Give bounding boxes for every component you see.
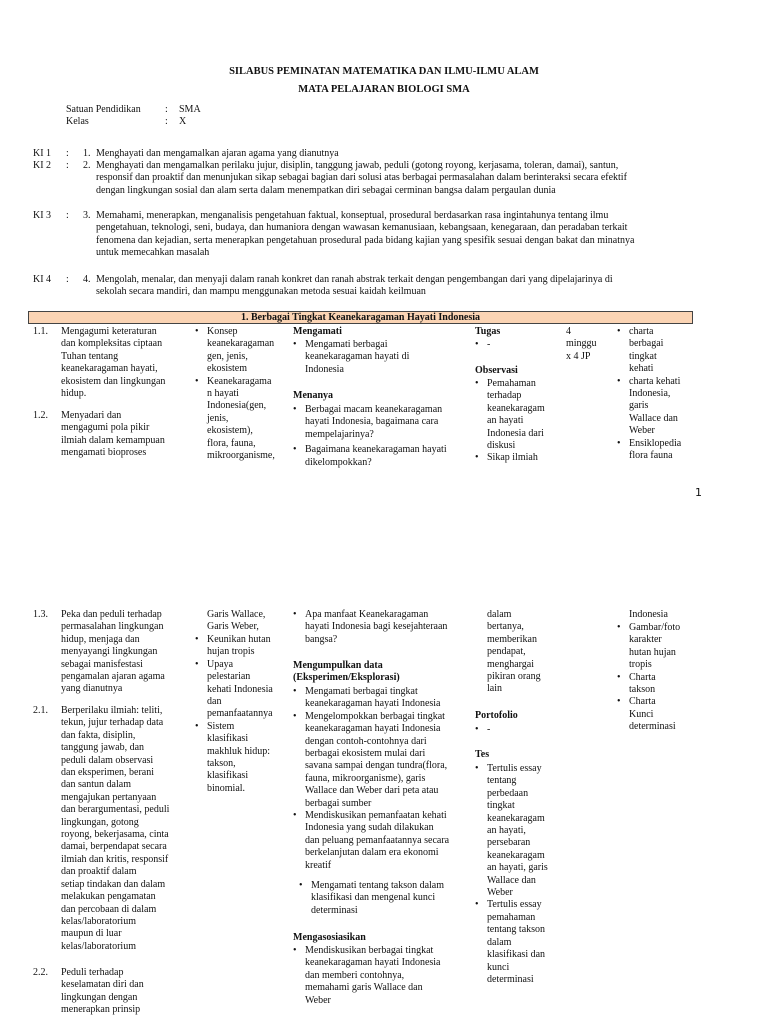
observasi-continued: dalam bertanya, memberikan pendapat, menghargai pikiran orang lain: [487, 609, 541, 695]
observasi-heading: Observasi: [475, 365, 518, 376]
tugas-list: [475, 339, 559, 351]
list-item: • Sistem klasifikasi makhluk hidup: takson, klasifikasi binomial.: [195, 721, 287, 795]
meta-value-satuan: SMA: [179, 104, 201, 115]
page-number: 1: [695, 486, 702, 499]
list-item: • charta berbagai tingkat kehati: [617, 326, 693, 376]
meta-value-kelas: X: [179, 116, 187, 127]
kd-text: Peka dan peduli terhadap permasalahan lingkungan hidup, menjaga dan menyayangi lingkungan sebagai manisfestasi pengamalan ajaran agama yang dianutnya: [61, 609, 165, 695]
kd-text: Berperilaku ilmiah: teliti, tekun, jujur terhadap data dan fakta, disiplin, tanggung jawab, dan peduli dalam observasi dan eksperimen, berani dan santun dalam mengajukan pertanyaan dan berargumentasi, peduli lingkungan, gotong royong, bekerjasama, cinta damai, berpendapat secara ilmiah dan kritis, responsif dan proaktif dalam setiap tindakan dan dalam melakukan pengamatan dan percobaan di dalam kelas/laboratorium maupun di luar kelas/laboratorium: [61, 705, 170, 952]
mengasosiasikan-heading: Mengasosiasikan: [293, 932, 366, 943]
meta-label-satuan: Satuan Pendidikan: [66, 104, 141, 115]
list-item: • Sikap ilmiah: [475, 452, 561, 464]
sumber-list: [617, 326, 693, 462]
kd-number: 2.2.: [33, 967, 48, 978]
mengamati-list: [293, 339, 469, 376]
kd-number: 1.2.: [33, 410, 48, 421]
ki-label: KI 2: [33, 160, 52, 171]
list-item: • Konsep keanekaragaman gen, jenis, ekosistem: [195, 326, 287, 376]
ki-number: 1.: [83, 148, 91, 159]
kd-number: 1.1.: [33, 326, 48, 337]
ki-sep: :: [66, 160, 69, 171]
ki-text: Menghayati dan mengamalkan perilaku jujur, disiplin, tanggung jawab, peduli (gotong royong, kerjasama, toleran, damai), santun, responsif dan proaktif dan menunjukan sikap sebagai bagian dari solusi atas berbagai permasalahan dalam berinteraksi secara efektif dengan lingkungan sosial dan alam serta dalam menempatkan diri sebagai cerminan bangsa dalam pergaulan dunia: [96, 160, 627, 196]
materi-list: [195, 634, 287, 795]
list-item: • Mendiskusikan berbagai tingkat keanekaragaman hayati Indonesia dan memberi contohnya, memahami garis Wallace dan Weber: [293, 945, 471, 1007]
meta-sep: :: [165, 104, 168, 115]
list-item: • Mengamati tentang takson dalam klasifikasi dan mengenal kunci determinasi: [299, 880, 471, 917]
tes-heading: Tes: [475, 749, 490, 760]
portofolio-heading: Portofolio: [475, 710, 518, 721]
ki-number: 2.: [83, 160, 91, 171]
kd-text: Mengagumi keteraturan dan kompleksitas ciptaan Tuhan tentang keanekaragaman hayati, ekosistem dan lingkungan hidup.: [61, 326, 166, 400]
list-item: • Mendiskusikan pemanfaatan kehati Indonesia yang sudah dilakukan dan peluang pemanfaatannya secara berkelanjutan dalam era ekonomi kreatif: [293, 810, 471, 872]
observasi-list: [475, 378, 561, 465]
list-item: • Ensiklopedia flora fauna: [617, 438, 693, 463]
list-item: • Apa manfaat Keanekaragaman hayati Indonesia bagi kesejahteraan bangsa?: [293, 609, 471, 646]
ki-text: Mengolah, menalar, dan menyaji dalam ranah konkret dan ranah abstrak terkait dengan pengembangan dari yang dipelajarinya di sekolah secara mandiri, dan mampu menggunakan metoda sesuai kaidah keilmuan: [96, 274, 613, 298]
menanya-list: [293, 404, 469, 469]
list-item: • Mengamati berbagai tingkat keanekaragaman hayati Indonesia: [293, 686, 471, 711]
list-item: • Mengelompokkan berbagai tingkat keanekaragaman hayati Indonesia dengan contoh-contohnya dari berbagai ekosistem mulai dari savana sampai dengan tundra(flora, fauna, mikroorganisme), garis Wallace dan Weber dari peta atau berbagai sumber: [293, 711, 471, 810]
portofolio-list: [475, 724, 561, 736]
ki-label: KI 4: [33, 274, 52, 285]
ki-label: KI 1: [33, 148, 52, 159]
kd-text: Peduli terhadap keselamatan diri dan lingkungan dengan menerapkan prinsip: [61, 967, 144, 1016]
ki-number: 4.: [83, 274, 91, 285]
ki-text: Memahami, menerapkan, menganalisis pengetahuan faktual, konseptual, prosedural berdasarkan rasa ingintahunya tentang ilmu pengetahuan, teknologi, seni, budaya, dan humaniora dengan wawasan kemanusiaan, kebangsaan, kenegaraan, dan peradaban terkait fenomena dan kejadian, serta menerapkan pengetahuan prosedural pada bidang kajian yang spesifik sesuai dengan bakat dan minatnya untuk memecahkan masalah: [96, 210, 635, 259]
list-item: • Keunikan hutan hujan tropis: [195, 634, 287, 659]
list-item: • Berbagai macam keanekaragaman hayati Indonesia, bagaimana cara mempelajarinya?: [293, 404, 469, 441]
list-item: • Tertulis essay pemahaman tentang takson dalam klasifikasi dan kunci determinasi: [475, 899, 561, 986]
meta-sep: :: [165, 116, 168, 127]
ki-number: 3.: [83, 210, 91, 221]
list-item: • Mengamati berbagai keanekaragaman hayati di Indonesia: [293, 339, 469, 376]
ki-sep: :: [66, 210, 69, 221]
tes-list: [475, 763, 561, 986]
list-item: • -: [475, 724, 561, 736]
mengumpulkan-list-extra: [299, 880, 471, 917]
list-item: • Tertulis essay tentang perbedaan tingkat keanekaragam an hayati, persebaran keanekaragam an hayati, garis Wallace dan Weber: [475, 763, 561, 899]
materi-list: [195, 326, 287, 462]
list-item: • -: [475, 339, 559, 351]
list-item: • Gambar/foto karakter hutan hujan tropis: [617, 622, 695, 672]
mengumpulkan-list: [293, 686, 471, 872]
list-item: • Upaya pelestarian kehati Indonesia dan pemanfaatannya: [195, 659, 287, 721]
ki-sep: :: [66, 148, 69, 159]
list-item: • Bagaimana keanekaragaman hayati dikelompokkan?: [293, 444, 469, 469]
kd-number: 1.3.: [33, 609, 48, 620]
list-item: • Charta takson: [617, 672, 695, 697]
menanya-list-continued: [293, 609, 471, 646]
ki-sep: :: [66, 274, 69, 285]
sumber-list: [617, 622, 695, 734]
tugas-heading: Tugas: [475, 326, 501, 337]
alokasi-waktu: 4 minggu x 4 JP: [566, 326, 597, 362]
meta-label-kelas: Kelas: [66, 116, 89, 127]
list-item: • charta kehati Indonesia, garis Wallace dan Weber: [617, 376, 693, 438]
document-subtitle: MATA PELAJARAN BIOLOGI SMA: [298, 84, 470, 95]
document-title: SILABUS PEMINATAN MATEMATIKA DAN ILMU-ILMU ALAM: [229, 66, 539, 77]
section-header: 1. Berbagai Tingkat Keanekaragaman Hayati Indonesia: [28, 311, 693, 324]
list-item: • Keanekaragama n hayati Indonesia(gen, jenis, ekosistem), flora, fauna, mikroorganisme,: [195, 376, 287, 463]
kd-text: Menyadari dan mengagumi pola pikir ilmiah dalam kemampuan mengamati bioproses: [61, 410, 165, 459]
list-item: • Charta Kunci determinasi: [617, 696, 695, 733]
menanya-heading: Menanya: [293, 390, 333, 401]
kd-number: 2.1.: [33, 705, 48, 716]
sumber-continued: Indonesia: [629, 609, 668, 620]
mengumpulkan-heading: Mengumpulkan data (Eksperimen/Eksplorasi): [293, 660, 400, 684]
ki-label: KI 3: [33, 210, 52, 221]
materi-continued: Garis Wallace, Garis Weber,: [207, 609, 266, 633]
mengasosiasikan-list: [293, 945, 471, 1007]
ki-text: Menghayati dan mengamalkan ajaran agama yang dianutnya: [96, 148, 339, 159]
mengamati-heading: Mengamati: [293, 326, 342, 337]
list-item: • Pemahaman terhadap keanekaragam an hayati Indonesia dari diskusi: [475, 378, 561, 452]
